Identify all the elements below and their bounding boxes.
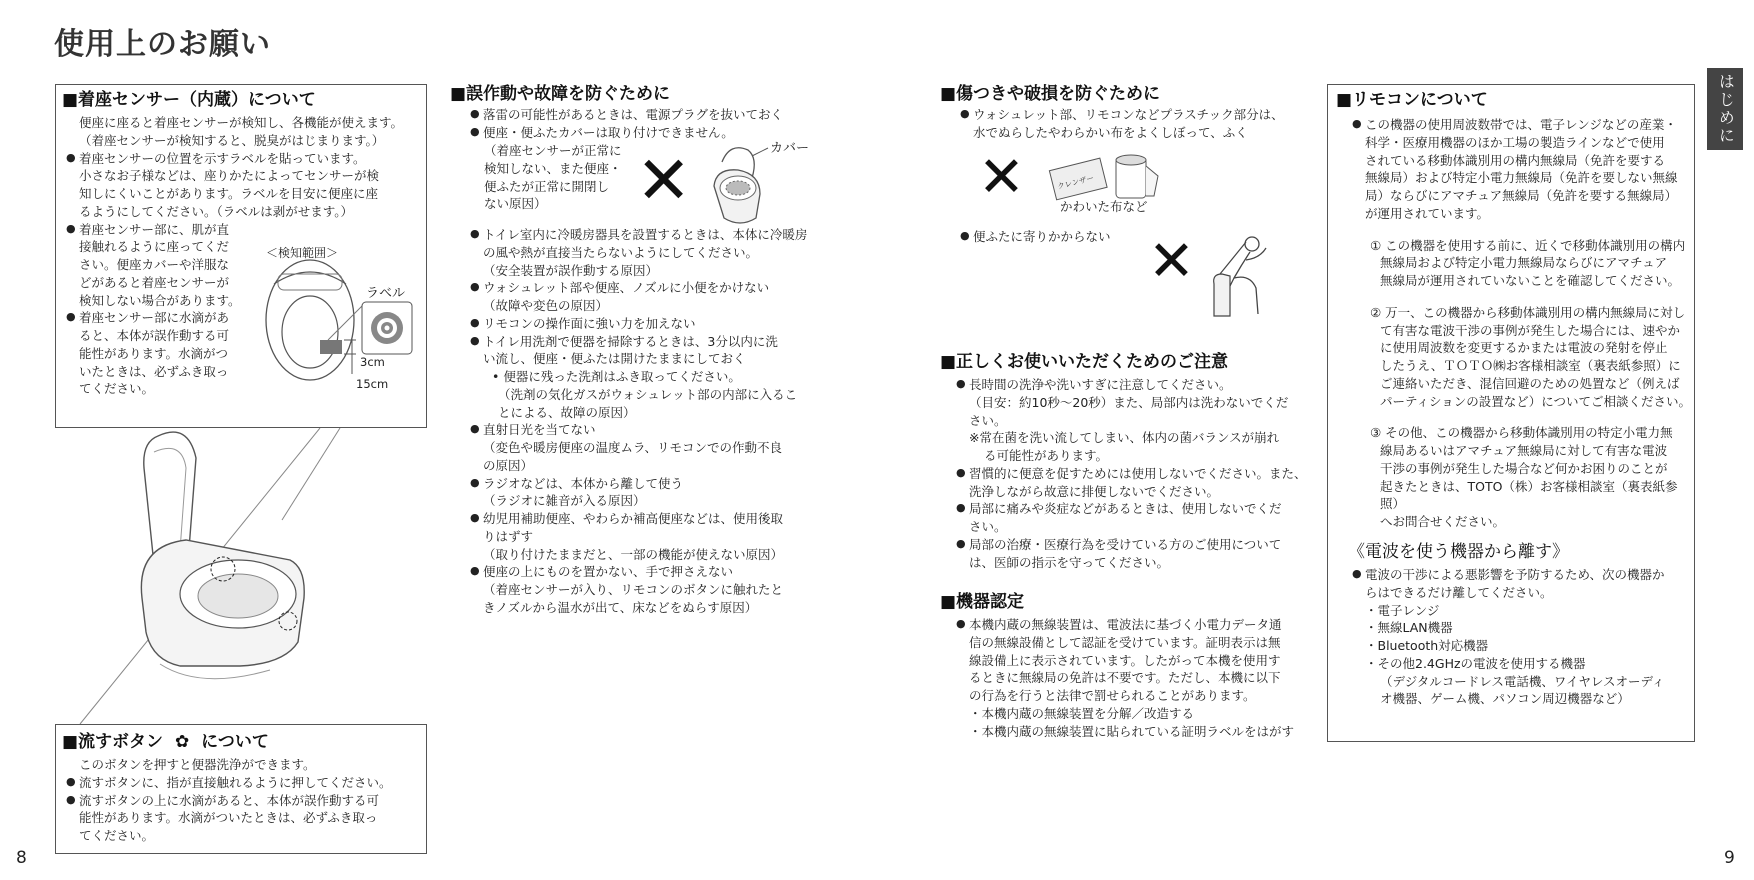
bullet-item: ● 局部の治療・医療行為を受けている方のご使用について xyxy=(956,536,1316,554)
cross-mark-cover: ✕ xyxy=(636,142,692,219)
dim-3cm: 3cm xyxy=(360,355,385,369)
bullet-item: ● 着座センサーの位置を示すラベルを貼っています。 xyxy=(66,150,426,168)
text-line: （安全装置が誤作動する原因） xyxy=(483,262,659,278)
text-line: は、医師の指示を守ってください。 xyxy=(969,554,1170,570)
text-line: 干渉の事例が発生した場合など何かお困りのことが xyxy=(1380,460,1668,476)
text-line: ・無線LAN機器 xyxy=(1365,620,1453,636)
text-line: されている移動体識別用の構内無線局（免許を要する xyxy=(1365,152,1666,168)
text-line: ・本機内蔵の無線装置に貼られている証明ラベルをはがす xyxy=(969,723,1295,739)
text-line: の原因） xyxy=(483,457,534,473)
text-line: （目安：約10秒〜20秒）また、局部内は洗わないでくだ xyxy=(969,394,1289,410)
flush-icon: ✿ xyxy=(174,732,190,752)
proper-use-heading: ■正しくお使いいただくためのご注意 xyxy=(940,352,1229,372)
text-line: へお問合せください。 xyxy=(1380,514,1506,529)
cleanser-label: クレンザー xyxy=(1056,173,1095,192)
text-line: 便座に座ると着座センサーが検知し、各機能が使えます。 xyxy=(79,115,404,130)
text-line: 接触れるように座ってくだ xyxy=(79,239,230,255)
text-line: 線局あるいはアマチュア無線局に対して有害な電波 xyxy=(1380,443,1668,458)
text-line: ・本機内蔵の無線装置を分解／改造する xyxy=(969,705,1195,721)
cover-note-line: （着座センサーが正常に xyxy=(484,143,622,158)
malfunction-top-text xyxy=(470,106,830,142)
remote-subheading: 《電波を使う機器から離す》 xyxy=(1348,542,1569,562)
spacer xyxy=(1352,223,1696,237)
text-line: ・電子レンジ xyxy=(1365,602,1440,618)
malfunction-heading: ■誤作動や故障を防ぐために xyxy=(450,84,671,104)
text-line: ると、本体が誤作動する可 xyxy=(79,328,230,343)
malfunction-text xyxy=(470,226,830,617)
bullet-item: ● 着座センサー部に、肌が直 xyxy=(66,221,426,239)
flush-button-text xyxy=(66,756,426,845)
text-line: このボタンを押すと便器洗浄ができます。 xyxy=(79,757,316,772)
text-line: 局）ならびにアマチュア無線局（免許を要する無線局） xyxy=(1365,188,1678,203)
cross-mark-lean: ✕ xyxy=(1148,229,1195,294)
spacer xyxy=(1352,410,1696,424)
text-line: （取り付けたままだと、一部の機能が使えない原因） xyxy=(483,546,784,562)
cover-note-line: 検知しない、また便座・ xyxy=(484,160,622,176)
text-line: の行為を行うと法律で罰せられることがあります。 xyxy=(969,688,1256,703)
text-line: （変色や暖房便座の温度ムラ、リモコンでの作動不良 xyxy=(483,440,783,455)
bullet-item: ● リモコンの操作面に強い力を加えない xyxy=(470,315,830,333)
cover-label: カバー xyxy=(770,141,810,156)
bullet-item: ● 流すボタンに、指が直接触れるように押してください。 xyxy=(66,774,426,792)
text-line: てください。 xyxy=(79,381,155,397)
spacer xyxy=(1352,290,1696,304)
bullet-item: ● 落雷の可能性があるときは、電源プラグを抜いておく xyxy=(470,106,830,124)
text-line: とによる、故障の原因） xyxy=(498,404,636,420)
text-line: さい。便座カバーや洋服な xyxy=(79,257,230,272)
text-line: （着座センサーが入り、リモコンのボタンに触れたと xyxy=(483,582,784,597)
page-number-right: 9 xyxy=(1724,848,1735,868)
label-tag: ラベル xyxy=(366,286,406,301)
bullet-item: ● 長時間の洗浄や洗いすぎに注意してください。 xyxy=(956,376,1316,394)
remote-text xyxy=(1352,116,1696,531)
text-line: ・Bluetooth対応機器 xyxy=(1365,638,1489,653)
text-line: （ラジオに雑音が入る原因） xyxy=(483,493,646,509)
detection-range-label: ＜検知範囲＞ xyxy=(266,246,339,260)
bullet-item: ● 便ふたに寄りかからない xyxy=(960,228,1260,246)
text-line: いたときは、必ずふき取っ xyxy=(79,363,229,379)
text-line: （着座センサーが検知すると、脱臭がはじまります。） xyxy=(79,132,385,148)
text-line: • 便器に残った洗剤はふき取ってください。 xyxy=(492,369,741,384)
text-line: （デジタルコードレス電話機、ワイヤレスオーディ xyxy=(1380,673,1665,689)
remote-heading: ■リモコンについて xyxy=(1336,90,1488,110)
text-line: したうえ、ＴＯＴＯ㈱お客様相談室（裏表紙参照）に xyxy=(1380,358,1681,373)
flush-button-heading-suffix: について xyxy=(201,732,269,752)
text-line: きノズルから温水が出て、床などをぬらす原因） xyxy=(483,599,758,615)
damage-text xyxy=(960,106,1320,142)
text-line: て有害な電波干渉の事例が発生した場合には、速やか xyxy=(1380,322,1681,338)
text-line: ご連絡いただき、混信回避のための処置など（例えば xyxy=(1380,375,1680,391)
text-line: 小さなお子様などは、座りかたによってセンサーが検 xyxy=(79,168,380,184)
remote-devices-text xyxy=(1352,566,1696,708)
bullet-item: ● 局部に痛みや炎症などがあるときは、使用しないでくだ xyxy=(956,500,1316,518)
text-line: 無線局および特定小電力無線局ならびにアマチュア xyxy=(1380,255,1668,271)
text-line: どがあると着座センサーが xyxy=(79,274,230,290)
bullet-item: ● 幼児用補助便座、やわらか補高便座などは、使用後取 xyxy=(470,510,830,528)
cover-toilet-illustration xyxy=(708,138,828,230)
cover-note-line: 便ふたが正常に開閉し xyxy=(484,178,610,194)
text-line: パーティションの設置など）についてご相談ください。 xyxy=(1380,393,1692,409)
text-line: の風や熱が直接当たらないようにしてください。 xyxy=(483,244,759,260)
damage-heading: ■傷つきや破損を防ぐために xyxy=(940,84,1161,104)
text-line: 検知しない場合があります。 xyxy=(79,292,241,308)
text-line: らはできるだけ離してください。 xyxy=(1365,584,1553,600)
text-line: （故障や変色の原因） xyxy=(483,298,609,313)
text-line: （洗剤の気化ガスがウォシュレット部の内部に入るこ xyxy=(498,386,798,402)
dim-15cm: 15cm xyxy=(356,377,389,391)
bullet-item: ● 便座・便ふたカバーは取り付けできません。 xyxy=(470,124,830,142)
text-line: りはずす xyxy=(483,528,534,544)
bullet-item: ● 直射日光を当てない xyxy=(470,421,830,439)
text-line: ・その他2.4GHzの電波を使用する機器 xyxy=(1365,655,1586,671)
sensor-diagram xyxy=(262,240,422,405)
bullet-item: ● 習慣的に便意を促すためには使用しないでください。また、 xyxy=(956,465,1316,483)
text-line: 能性があります。水滴がつ xyxy=(79,345,229,361)
flush-button-heading xyxy=(62,732,269,752)
side-tab xyxy=(1707,68,1743,150)
text-line: が運用されています。 xyxy=(1365,205,1490,221)
cover-note xyxy=(484,142,644,213)
certification-text xyxy=(956,616,1316,740)
text-line: 起きたときは、TOTO（株）お客様相談室（裏表紙参照） xyxy=(1380,478,1678,512)
text-line: 線設備上に表示されています。したがって本機を使用す xyxy=(969,652,1281,668)
text-line: ① この機器を使用する前に、近くで移動体識別用の構内 xyxy=(1370,237,1686,253)
cross-mark-cleanser: ✕ xyxy=(978,145,1025,210)
text-line: ② 万一、この機器から移動体識別用の構内無線局に対し xyxy=(1370,304,1686,320)
leaning-person-illustration xyxy=(1206,234,1276,320)
text-line: るときに無線局の免許は不要です。ただし、本機に以下 xyxy=(969,670,1281,686)
bullet-item: ● 電波の干渉による悪影響を予防するため、次の機器か xyxy=(1352,566,1696,584)
text-line: ③ その他、この機器から移動体識別用の特定小電力無 xyxy=(1370,425,1673,441)
text-line: い流し、便座・便ふたは開けたままにしておく xyxy=(483,351,746,367)
text-line: る可能性があります。 xyxy=(984,448,1109,463)
seat-sensor-heading: ■着座センサー（内蔵）について xyxy=(62,90,316,110)
bullet-item: ● ウォシュレット部、リモコンなどプラスチック部分は、 xyxy=(960,106,1320,124)
bullet-item: ● 着座センサー部に水滴があ xyxy=(66,309,426,327)
text-line: るようにしてください。（ラベルは剥がせます。） xyxy=(79,203,354,219)
page-title: 使用上のお願い xyxy=(54,27,271,62)
text-line: てください。 xyxy=(79,828,155,843)
bullet-item: ● ウォシュレット部や便座、ノズルに小便をかけない xyxy=(470,279,830,297)
bullet-item: ● ラジオなどは、本体から離して使う xyxy=(470,475,830,493)
bullet-item: ● トイレ用洗剤で便器を掃除するときは、3分以内に洗 xyxy=(470,333,830,351)
bullet-item: ● この機器の使用周波数帯では、電子レンジなどの産業・ xyxy=(1352,116,1696,134)
bullet-item: ● トイレ室内に冷暖房器具を設置するときは、本体に冷暖房 xyxy=(470,226,830,244)
text-line: オ機器、ゲーム機、パソコン周辺機器など） xyxy=(1380,691,1630,707)
text-line: 無線局が運用されていないことを確認してください。 xyxy=(1380,273,1681,288)
side-tab-label: はじめに xyxy=(1716,73,1736,145)
text-line: 能性があります。水滴がついたときは、必ずふき取っ xyxy=(79,810,378,826)
bullet-item: ● 便座の上にものを置かない、手で押さえない xyxy=(470,563,830,581)
text-line: 水でぬらしたやわらかい布をよくしぼって、ふく xyxy=(973,124,1248,140)
text-line: 知しにくいことがあります。ラベルを目安に便座に座 xyxy=(79,186,379,201)
text-line: 無線局）および特定小電力無線局（免許を要しない無線 xyxy=(1365,170,1678,186)
toilet-illustration xyxy=(70,428,360,728)
cloth-label: かわいた布など xyxy=(1060,199,1148,214)
certification-heading: ■機器認定 xyxy=(940,592,1025,612)
flush-button-heading-text: ■流すボタン xyxy=(62,732,164,752)
text-line: 科学・医療用機器のほか工場の製造ラインなどで使用 xyxy=(1365,134,1665,150)
text-line: 洗浄しながら故意に排便しないでください。 xyxy=(969,483,1220,499)
text-line: に使用周波数を変更するかまたは電波の発射を停止 xyxy=(1380,340,1668,356)
page-number-left: 8 xyxy=(16,848,27,868)
text-line: 信の無線設備として認証を受けています。証明表示は無 xyxy=(969,634,1281,650)
bullet-item: ● 本機内蔵の無線装置は、電波法に基づく小電力データ通 xyxy=(956,616,1316,634)
cover-note-line: ない原因） xyxy=(484,196,547,212)
text-line: ※常在菌を洗い流してしまい、体内の菌バランスが崩れ xyxy=(969,430,1280,446)
text-line: さい。 xyxy=(969,519,1007,534)
text-line: さい。 xyxy=(969,412,1007,428)
bullet-item: ● 流すボタンの上に水滴があると、本体が誤作動する可 xyxy=(66,792,426,810)
proper-use-text xyxy=(956,376,1316,571)
